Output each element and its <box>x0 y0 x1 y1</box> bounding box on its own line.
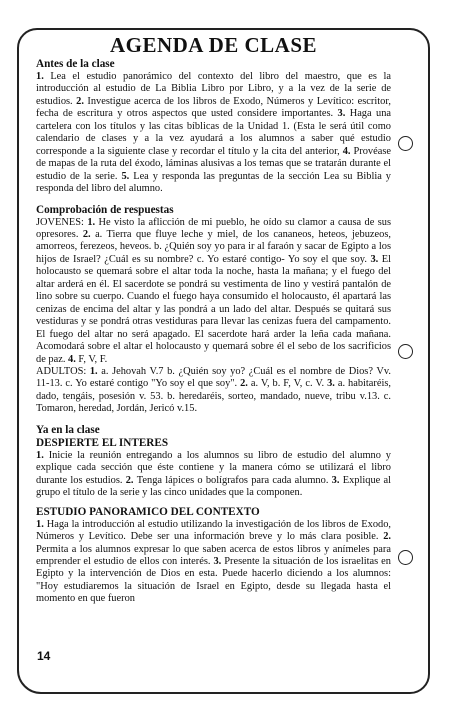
binder-hole-middle <box>398 344 413 359</box>
heading-comprobacion: Comprobación de respuestas <box>36 203 174 216</box>
page-content <box>36 34 391 606</box>
heading-despierte-el-interes: DESPIERTE EL INTERES <box>36 436 169 449</box>
paragraph-jovenes: JOVENES: 1. He visto la aflicción de mi pueblo, he oído su clamor a causa de sus opresores. 2. a. Tierra que fluye leche y miel, de los cananeos, heteos, jebuzeos, amorreos, ferezeos, heveos. b. ¿Quién soy yo para ir al faraón y sacar de Egipto a los hijos de Israel? ¿Cuál es su nombre? c. Yo estaré contigo- Yo soy el que soy. 3. El holocausto se quemará sobre el altar toda la noche, hasta la mañana; y el fuego del altar arderá en él. El sacerdote se pondrá su vestimenta de lino y vestirá pantalón de lino sobre su cuerpo. Cuando el fuego haya consumido el holocausto, él apartará las cenizas de encima del altar y las pondrá a un lado del altar. Después se quitará sus vestiduras y se pondrá otras vestiduras para llevar las cenizas fuera del campamento. El fuego del altar no será apagado. El sacerdote hará arder la leña cada mañana. Acomodará sobre el altar el holocausto y quemará sobre él el sebo de los sacrificios de paz. 4. F, V, F. <box>36 216 392 365</box>
page-number: 14 <box>37 649 51 663</box>
page-title: AGENDA DE CLASE <box>109 33 318 57</box>
paragraph-antes-de-la-clase: 1. Lea el estudio panorámico del contexto del libro del maestro, que es la introducción al estudio de La Biblia Libro por Libro, y a la vez de la serie de estudios. 2. Investigue acerca de los libros de Exodo, Números y Levítico: escritor, fecha de escritura y otros aspectos que usted considere importantes. 3. Haga una cartelera con los títulos y las citas bíblicas de la Unidad 1. (Esta le será útil como calendario de clases y a la vez ayudará a los alumnos a saber qué estudio corresponde a la siguiente clase y recordar el título y la cita del anterior, 4. Provéase de mapas de la ruta del éxodo, láminas alusivas a los temas que se tratarán durante el estudio de la serie. 5. Lea y responda las preguntas de la sección Lea su Biblia y responda del libro del alumno. <box>36 71 392 195</box>
paragraph-despierte-el-interes: 1. Inicie la reunión entregando a los alumnos su libro de estudio del alumno y explique cada sección que éste contiene y la manera cómo se utilizará el libro durante los estudios. 2. Tenga lápices o bolígrafos para cada alumno. 3. Explique al grupo el título de la serie y las cinco unidades que la componen. <box>36 449 392 499</box>
heading-antes-de-la-clase: Antes de la clase <box>36 58 115 70</box>
heading-estudio-panoramico: ESTUDIO PANORAMICO DEL CONTEXTO <box>36 505 260 518</box>
binder-hole-bottom <box>398 550 413 565</box>
paragraph-adultos: ADULTOS: 1. a. Jehovah V.7 b. ¿Quién soy yo? ¿Cuál es el nombre de Dios? Vv. 11-13. c. Yo estaré contigo "Yo soy el que soy". 2. a. V, b. F, V, c. V. 3. a. habitaréis, dado, tengáis, posesión v. 53. b. heredaréis, sorteo, mandado, nueve, tribu v.13. c. Tomaron, heredad, Jordán, Jericó v.15. <box>36 365 392 415</box>
binder-hole-top <box>398 136 413 151</box>
heading-ya-en-la-clase: Ya en la clase <box>36 423 100 436</box>
paragraph-estudio-panoramico: 1. Haga la introducción al estudio utilizando la investigación de los libros de Exodo, Números y Levítico. Debe ser una información breve y lo más clara posible. 2. Permita a los alumnos expresar lo que saben acerca de estos libros y anímeles para emprender el estudio de ellos con interés. 3. Presente la situación de los israelitas en Egipto y la intervención de Dios en esta. Puede hacerlo diciendo a los alumnos: "Hoy estudiaremos la situación de Israel en Egipto, desde su llegada hasta el momento en que fueron <box>36 518 391 605</box>
